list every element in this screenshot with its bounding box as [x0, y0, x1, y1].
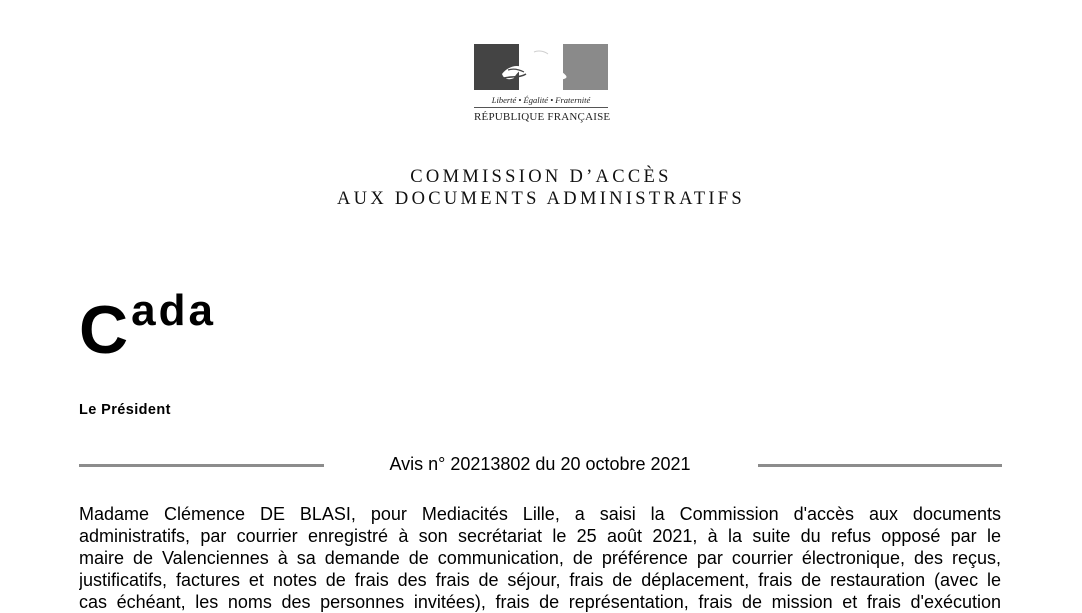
cada-rest: ada — [131, 286, 216, 335]
body-paragraph — [79, 503, 1001, 613]
avis-title: Avis n° 20213802 du 20 octobre 2021 — [389, 454, 691, 474]
commission-title-line2: AUX DOCUMENTS ADMINISTRATIFS — [337, 189, 745, 209]
logo-name: RÉPUBLIQUE FRANÇAISE — [474, 111, 611, 123]
republique-francaise-logo — [474, 44, 611, 128]
marianne-profile-icon — [474, 44, 608, 90]
marianne-logo-icon — [474, 44, 608, 90]
logo-divider — [474, 107, 608, 108]
avis-divider-left — [79, 464, 324, 467]
cada-brand — [79, 286, 216, 368]
body-line: justificatifs, factures et notes de frais des frais de séjour, frais de déplacement, frais de restauration (avec le — [79, 570, 1001, 590]
body-line: Madame Clémence DE BLASI, pour Mediacités Lille, a saisi la Commission d'accès aux documents — [79, 504, 1001, 524]
logo-motto: Liberté • Égalité • Fraternité — [491, 95, 591, 105]
cada-initial: C — [79, 292, 129, 368]
commission-title-line1: COMMISSION D’ACCÈS — [410, 167, 672, 187]
body-line: administratifs, par courrier enregistré à son secrétariat le 25 août 2021, à la suite du refus opposé par le — [79, 526, 1001, 546]
avis-divider-right — [758, 464, 1002, 467]
body-line: maire de Valenciennes à sa demande de communication, de préférence par courrier électronique, des reçus, — [79, 548, 1001, 568]
body-line: cas échéant, les noms des personnes invitées), frais de représentation, frais de mission et frais d'exécution — [79, 592, 1001, 612]
signatory-label: Le Président — [79, 402, 171, 418]
